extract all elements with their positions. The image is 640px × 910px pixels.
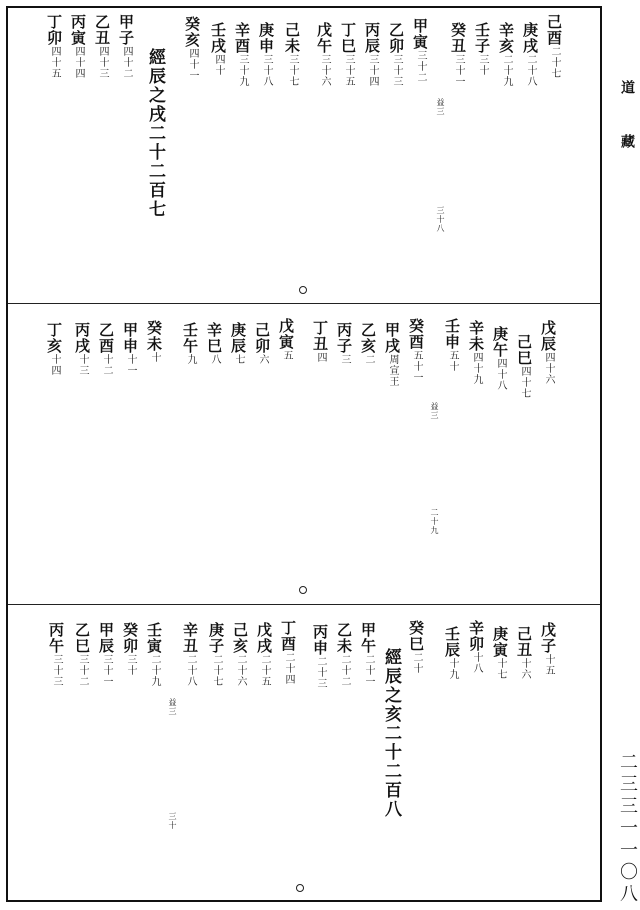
year-column: 丙申二十三 [311, 624, 329, 689]
year-column: 癸丑三十一 [449, 22, 467, 87]
page-number: 二三三一一〇八 [617, 752, 638, 906]
year-column: 癸未十 [145, 320, 163, 363]
year-column: 丁酉二十四 [279, 620, 297, 685]
year-column: 辛未四十九 [467, 320, 485, 385]
year-column: 乙亥二 [359, 322, 377, 365]
year-column: 甲午二十一 [359, 622, 377, 687]
year-column: 己巳四十七 [515, 334, 533, 399]
year-column: 乙未二十二 [335, 622, 353, 687]
year-column: 己丑十六 [515, 626, 533, 680]
year-column: 己未三十七 [283, 22, 301, 87]
annotation: 益三 [430, 402, 439, 420]
year-column: 乙卯三十三 [387, 22, 405, 87]
year-column: 丙辰三十四 [363, 22, 381, 87]
year-column: 甲寅三十二 [411, 18, 429, 83]
year-column: 辛酉三十九 [233, 22, 251, 87]
year-column: 丁卯四十五 [45, 14, 63, 79]
year-column: 戊午三十六 [315, 22, 333, 87]
year-column: 壬寅二十九 [145, 622, 163, 687]
year-column: 癸巳二十 [407, 620, 425, 674]
year-column: 壬申五十 [443, 318, 461, 372]
annotation: 益三 [436, 98, 445, 116]
annotation: 二十九 [430, 508, 439, 535]
year-column: 壬子三十 [473, 22, 491, 76]
year-column: 甲戌周宣王 [383, 322, 401, 387]
year-column: 丙午三十三 [47, 622, 65, 687]
year-column: 辛丑二十八 [181, 622, 199, 687]
year-column: 丙寅四十四 [69, 14, 87, 79]
year-column: 庚寅十七 [491, 626, 509, 680]
year-column: 甲子四十二 [117, 14, 135, 79]
year-column: 乙酉十二 [97, 322, 115, 376]
book-title: 道藏 [619, 80, 635, 188]
year-column: 壬戌四十 [209, 22, 227, 76]
circle-mark-icon [296, 884, 304, 892]
year-column: 庚戌二十八 [521, 22, 539, 87]
circle-mark-icon [299, 286, 307, 294]
page-frame [6, 6, 602, 902]
year-column: 丁亥十四 [45, 322, 63, 376]
year-column: 辛亥二十九 [497, 22, 515, 87]
year-column: 辛卯十八 [467, 620, 485, 674]
year-column: 己酉二十七 [545, 14, 563, 79]
year-column: 癸卯三十 [121, 622, 139, 676]
year-column: 丙戌十三 [73, 322, 91, 376]
annotation: 三十八 [436, 206, 445, 233]
year-column: 丙子三 [335, 322, 353, 365]
section-divider [8, 303, 600, 304]
year-column: 庚申三十八 [257, 22, 275, 87]
year-column: 癸亥四十一 [183, 16, 201, 81]
year-column: 乙巳三十二 [73, 622, 91, 687]
circle-mark-icon [299, 586, 307, 594]
year-column: 壬午九 [181, 322, 199, 365]
year-column: 戊戌二十五 [255, 622, 273, 687]
year-column: 辛巳八 [205, 322, 223, 365]
year-column: 庚子二十七 [207, 622, 225, 687]
year-column: 丁巳三十五 [339, 22, 357, 87]
section-heading: 經辰之戌二十二百七 [145, 48, 165, 219]
annotation: 益三 [168, 698, 177, 716]
year-column: 己卯六 [253, 322, 271, 365]
year-column: 庚午四十八 [491, 326, 509, 391]
section-heading: 經辰之亥二十二百八 [381, 648, 401, 819]
year-column: 己亥二十六 [231, 622, 249, 687]
year-column: 癸酉五十一 [407, 318, 425, 383]
year-column: 戊寅五 [277, 318, 295, 361]
year-column: 甲申十一 [121, 322, 139, 376]
section-divider [8, 604, 600, 605]
year-column: 乙丑四十三 [93, 14, 111, 79]
year-column: 庚辰七 [229, 322, 247, 365]
year-column: 戊子十五 [539, 622, 557, 676]
year-column: 甲辰三十一 [97, 622, 115, 687]
year-column: 丁丑四 [311, 320, 329, 363]
year-column: 壬辰十九 [443, 626, 461, 680]
annotation: 三十 [168, 812, 177, 830]
year-column: 戊辰四十六 [539, 320, 557, 385]
